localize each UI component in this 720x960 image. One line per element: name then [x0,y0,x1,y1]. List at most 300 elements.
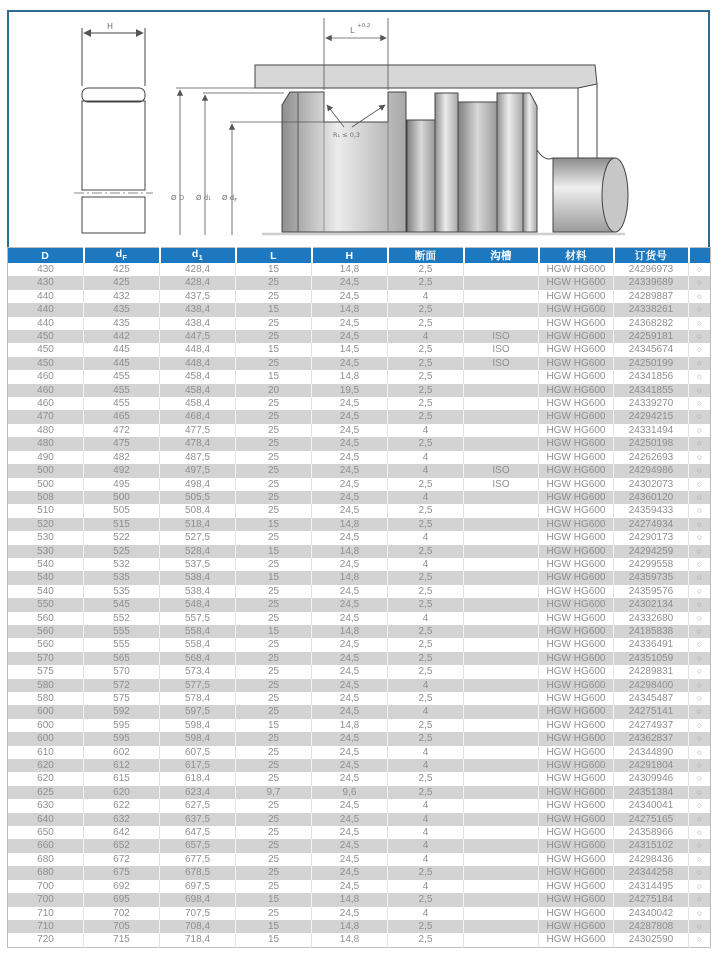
table-row [8,746,711,759]
table-cell: 24368282 [614,317,689,330]
table-cell: ISO [464,464,539,477]
table-cell: 555 [84,625,160,638]
table-row [8,933,711,947]
table-row [8,705,711,718]
stock-indicator: ○ [689,276,711,289]
stock-indicator: ○ [689,893,711,906]
table-cell: 24,5 [312,410,388,423]
stock-indicator: ○ [689,732,711,745]
dia-dF-label: Ø $d_F$ [222,194,238,204]
table-cell: 25 [236,491,312,504]
table-cell [464,772,539,785]
table-row [8,330,711,343]
table-cell: 14,8 [312,719,388,732]
stock-indicator: ○ [689,759,711,772]
table-cell: 24274937 [614,719,689,732]
table-row [8,451,711,464]
table-cell [464,679,539,692]
table-cell: 24,5 [312,880,388,893]
table-cell: 14,8 [312,303,388,316]
stock-indicator: ○ [689,692,711,705]
table-row [8,866,711,879]
table-cell: HGW HG600 [539,424,614,437]
table-cell: 505,5 [160,491,236,504]
table-cell [464,303,539,316]
stock-indicator: ○ [689,719,711,732]
table-cell: 650 [37,827,54,839]
table-cell: HGW HG600 [539,397,614,410]
table-cell [464,384,539,397]
table-cell: HGW HG600 [539,263,614,276]
table-cell: 710 [37,907,54,919]
table-cell: HGW HG600 [539,826,614,839]
table-cell: 612 [84,759,160,772]
table-cell: 672 [84,853,160,866]
table-cell: 505 [84,504,160,517]
table-cell: 708,4 [160,920,236,933]
table-cell: 518,4 [160,518,236,531]
table-cell: 530 [37,545,54,557]
stock-indicator: ○ [689,920,711,933]
table-cell: HGW HG600 [539,679,614,692]
stock-indicator: ○ [689,598,711,611]
table-cell: 24290173 [614,531,689,544]
table-cell: 25 [236,424,312,437]
table-cell: 24351384 [614,786,689,799]
table-cell [464,504,539,517]
stock-indicator: ○ [689,343,711,356]
table-cell: 2,5 [388,478,464,491]
stock-indicator: ○ [689,370,711,383]
table-cell: HGW HG600 [539,464,614,477]
table-cell: 25 [236,504,312,517]
table-cell: 14,8 [312,545,388,558]
table-cell: HGW HG600 [539,384,614,397]
table-cell: 25 [236,853,312,866]
table-cell: 25 [236,598,312,611]
stock-indicator: ○ [689,853,711,866]
table-cell: 448,4 [160,357,236,370]
table-cell: 24332680 [614,612,689,625]
table-cell: 24,5 [312,357,388,370]
table-cell: 495 [84,478,160,491]
table-cell: 700 [37,880,54,892]
table-cell: 2,5 [388,384,464,397]
stock-indicator: ○ [689,571,711,584]
stock-indicator: ○ [689,478,711,491]
table-cell: 2,5 [388,303,464,316]
table-cell: 538,4 [160,571,236,584]
table-cell: HGW HG600 [539,866,614,879]
table-cell: 24298400 [614,679,689,692]
table-cell: 24314495 [614,880,689,893]
table-cell: 2,5 [388,370,464,383]
table-row [8,518,711,531]
table-cell: 4 [388,813,464,826]
table-row [8,880,711,893]
table-cell: 25 [236,652,312,665]
table-cell: 620 [37,773,54,785]
table-cell: 4 [388,826,464,839]
stock-indicator: ○ [689,705,711,718]
column-header-沟槽: 沟槽 [464,248,539,264]
table-cell: 4 [388,491,464,504]
l-tolerance-label: +0,2 [357,23,371,29]
table-cell: 490 [37,451,54,463]
stock-indicator: ○ [689,866,711,879]
table-cell: 24,5 [312,317,388,330]
table-cell: HGW HG600 [539,853,614,866]
table-cell: 15 [236,263,312,276]
table-cell: 632 [84,813,160,826]
table-cell: 4 [388,853,464,866]
table-cell: HGW HG600 [539,571,614,584]
table-cell: HGW HG600 [539,933,614,947]
table-cell: 24302073 [614,478,689,491]
table-row [8,799,711,812]
table-cell: 24298436 [614,853,689,866]
table-cell: HGW HG600 [539,370,614,383]
table-cell: 430 [37,277,54,289]
table-cell: 500 [37,465,54,477]
table-cell: ISO [464,478,539,491]
table-cell: 2,5 [388,866,464,879]
table-cell: 2,5 [388,357,464,370]
table-cell: 25 [236,464,312,477]
table-cell: 24275184 [614,893,689,906]
table-cell: 24275141 [614,705,689,718]
table-cell: 24302590 [614,933,689,947]
column-header-L: L [236,248,312,264]
table-cell: 24,5 [312,612,388,625]
table-cell: 24,5 [312,424,388,437]
table-cell: 570 [37,652,54,664]
table-cell: 24340042 [614,907,689,920]
table-row [8,491,711,504]
stock-indicator: ○ [689,585,711,598]
table-cell [464,451,539,464]
table-cell: 677,5 [160,853,236,866]
table-cell: 15 [236,370,312,383]
table-cell: 25 [236,612,312,625]
table-cell: HGW HG600 [539,786,614,799]
table-cell: 24315102 [614,839,689,852]
table-cell: 4 [388,464,464,477]
table-cell: 25 [236,665,312,678]
table-cell: 24,5 [312,504,388,517]
table-cell: HGW HG600 [539,545,614,558]
table-cell: 437,5 [160,290,236,303]
table-cell: HGW HG600 [539,290,614,303]
table-cell: 9,6 [312,786,388,799]
table-cell: 4 [388,799,464,812]
table-cell: 14,8 [312,263,388,276]
table-cell: 447,5 [160,330,236,343]
table-cell: 575 [37,666,54,678]
table-cell: 487,5 [160,451,236,464]
table-cell: 545 [84,598,160,611]
table-cell [464,813,539,826]
table-cell: 25 [236,839,312,852]
table-cell: 25 [236,880,312,893]
table-cell: HGW HG600 [539,437,614,450]
table-cell: 25 [236,759,312,772]
table-cell: 14,8 [312,625,388,638]
table-cell: HGW HG600 [539,303,614,316]
table-cell: 577,5 [160,679,236,692]
table-cell: 610 [37,746,54,758]
table-cell: 24,5 [312,437,388,450]
table-cell: 25 [236,357,312,370]
table-cell: 558,4 [160,638,236,651]
table-cell: 24,5 [312,558,388,571]
table-cell: 24294215 [614,410,689,423]
table-cell: 530 [37,532,54,544]
table-cell: 25 [236,705,312,718]
table-cell: 455 [84,384,160,397]
table-cell: HGW HG600 [539,638,614,651]
stock-indicator: ○ [689,933,711,947]
table-cell: 24,5 [312,276,388,289]
table-cell: HGW HG600 [539,839,614,852]
table-cell: 465 [84,410,160,423]
table-row [8,759,711,772]
table-cell [464,853,539,866]
table-cell: 540 [37,558,54,570]
table-row [8,370,711,383]
table-cell: 2,5 [388,545,464,558]
stock-indicator: ○ [689,612,711,625]
table-cell: 472 [84,424,160,437]
table-cell: 24,5 [312,665,388,678]
table-row [8,478,711,491]
table-cell [464,652,539,665]
table-cell [464,638,539,651]
table-cell: 15 [236,303,312,316]
table-cell: HGW HG600 [539,920,614,933]
stock-indicator: ○ [689,652,711,665]
table-cell: 558,4 [160,625,236,638]
table-cell: 595 [84,732,160,745]
table-cell: 540 [37,572,54,584]
table-cell: 455 [84,370,160,383]
table-row [8,384,711,397]
table-cell [464,880,539,893]
table-cell: 698,4 [160,893,236,906]
table-cell: 25 [236,410,312,423]
table-cell: 578,4 [160,692,236,705]
table-cell: 24262693 [614,451,689,464]
table-cell: HGW HG600 [539,759,614,772]
table-cell [464,692,539,705]
table-row [8,598,711,611]
table-cell: 4 [388,705,464,718]
table-cell: HGW HG600 [539,665,614,678]
table-row [8,558,711,571]
table-cell: 2,5 [388,397,464,410]
column-header-d: $d_F$ [84,248,160,264]
table-row [8,665,711,678]
table-cell: 9,7 [236,786,312,799]
table-cell: 718,4 [160,933,236,947]
table-cell: 598,4 [160,719,236,732]
table-cell: 707,5 [160,907,236,920]
table-cell: 24,5 [312,290,388,303]
table-cell: 600 [37,733,54,745]
table-cell: 540 [37,585,54,597]
table-cell: 4 [388,839,464,852]
table-cell: 4 [388,612,464,625]
table-cell: 24362837 [614,732,689,745]
table-cell: 445 [84,343,160,356]
table-cell: 25 [236,437,312,450]
table-cell: 24296973 [614,263,689,276]
table-cell [464,839,539,852]
table-row [8,464,711,477]
table-cell: HGW HG600 [539,357,614,370]
column-header-D: D [8,248,84,264]
table-cell: 25 [236,585,312,598]
table-row [8,853,711,866]
column-header-订货号: 订货号 [614,248,689,264]
table-cell: HGW HG600 [539,746,614,759]
table-cell: 24358966 [614,826,689,839]
table-cell: 15 [236,518,312,531]
table-cell: 24331494 [614,424,689,437]
table-cell: 560 [37,639,54,651]
table-cell: 15 [236,893,312,906]
table-cell [464,370,539,383]
table-row [8,719,711,732]
table-cell: 24339270 [614,397,689,410]
table-cell: 15 [236,920,312,933]
spec-table [7,247,711,948]
table-cell: 440 [37,290,54,302]
table-cell [464,558,539,571]
table-cell: 2,5 [388,598,464,611]
table-row [8,786,711,799]
table-cell [464,317,539,330]
table-cell: 475 [84,437,160,450]
table-row [8,839,711,852]
table-row [8,679,711,692]
table-cell: 702 [84,907,160,920]
spec-table-body [8,263,711,947]
table-cell: 25 [236,451,312,464]
table-cell: 595 [84,719,160,732]
table-cell [464,545,539,558]
h-dim-label: H [106,22,114,31]
stock-indicator: ○ [689,813,711,826]
table-cell: 24,5 [312,907,388,920]
table-cell: ISO [464,357,539,370]
stock-indicator: ○ [689,504,711,517]
table-cell [464,893,539,906]
table-row [8,826,711,839]
table-cell: 573,4 [160,665,236,678]
table-cell: 24259181 [614,330,689,343]
table-cell: 4 [388,746,464,759]
table-cell: 532 [84,558,160,571]
table-cell: 24291804 [614,759,689,772]
table-cell: HGW HG600 [539,518,614,531]
table-cell: 4 [388,451,464,464]
table-cell: 458,4 [160,370,236,383]
table-cell: 445 [84,357,160,370]
header-row [8,248,711,264]
table-cell: 622 [84,799,160,812]
stock-indicator: ○ [689,826,711,839]
table-cell: HGW HG600 [539,612,614,625]
spec-table-head [8,248,711,264]
table-cell: 14,8 [312,518,388,531]
table-cell: 24,5 [312,464,388,477]
table-cell: 602 [84,746,160,759]
table-cell: 4 [388,424,464,437]
table-cell: 24341855 [614,384,689,397]
table-row [8,772,711,785]
table-cell [464,410,539,423]
table-cell: 450 [37,357,54,369]
column-header-材料: 材料 [539,248,614,264]
table-cell: 627,5 [160,799,236,812]
table-cell: 557,5 [160,612,236,625]
table-cell: 430 [37,264,54,275]
table-cell: 678,5 [160,866,236,879]
table-cell: 15 [236,545,312,558]
r1-note: R₁ ≤ 0,3 [333,131,361,139]
table-cell: 478,4 [160,437,236,450]
table-cell: 25 [236,746,312,759]
table-row [8,357,711,370]
table-cell: 510 [37,505,54,517]
table-cell: 24,5 [312,679,388,692]
table-cell: 24299558 [614,558,689,571]
table-row [8,424,711,437]
table-cell: HGW HG600 [539,598,614,611]
table-cell: 432 [84,290,160,303]
table-cell: 2,5 [388,343,464,356]
table-cell: 4 [388,290,464,303]
technical-drawing [7,10,710,247]
table-cell: 620 [84,786,160,799]
table-cell [464,598,539,611]
table-cell: 2,5 [388,652,464,665]
table-cell: 2,5 [388,772,464,785]
table-cell: HGW HG600 [539,719,614,732]
stock-indicator: ○ [689,357,711,370]
table-cell: 470 [37,411,54,423]
table-cell: 705 [84,920,160,933]
table-row [8,437,711,450]
stock-indicator: ○ [689,451,711,464]
table-cell: 697,5 [160,880,236,893]
table-cell: 24338261 [614,303,689,316]
table-cell: HGW HG600 [539,451,614,464]
table-cell: 24,5 [312,732,388,745]
table-cell: 477,5 [160,424,236,437]
table-cell: 2,5 [388,585,464,598]
table-cell: 572 [84,679,160,692]
table-cell: 508,4 [160,504,236,517]
table-cell: HGW HG600 [539,585,614,598]
table-cell [464,665,539,678]
table-cell: 435 [84,303,160,316]
table-cell: 2,5 [388,504,464,517]
table-cell: 24185838 [614,625,689,638]
table-cell: 24340041 [614,799,689,812]
stock-indicator: ○ [689,907,711,920]
